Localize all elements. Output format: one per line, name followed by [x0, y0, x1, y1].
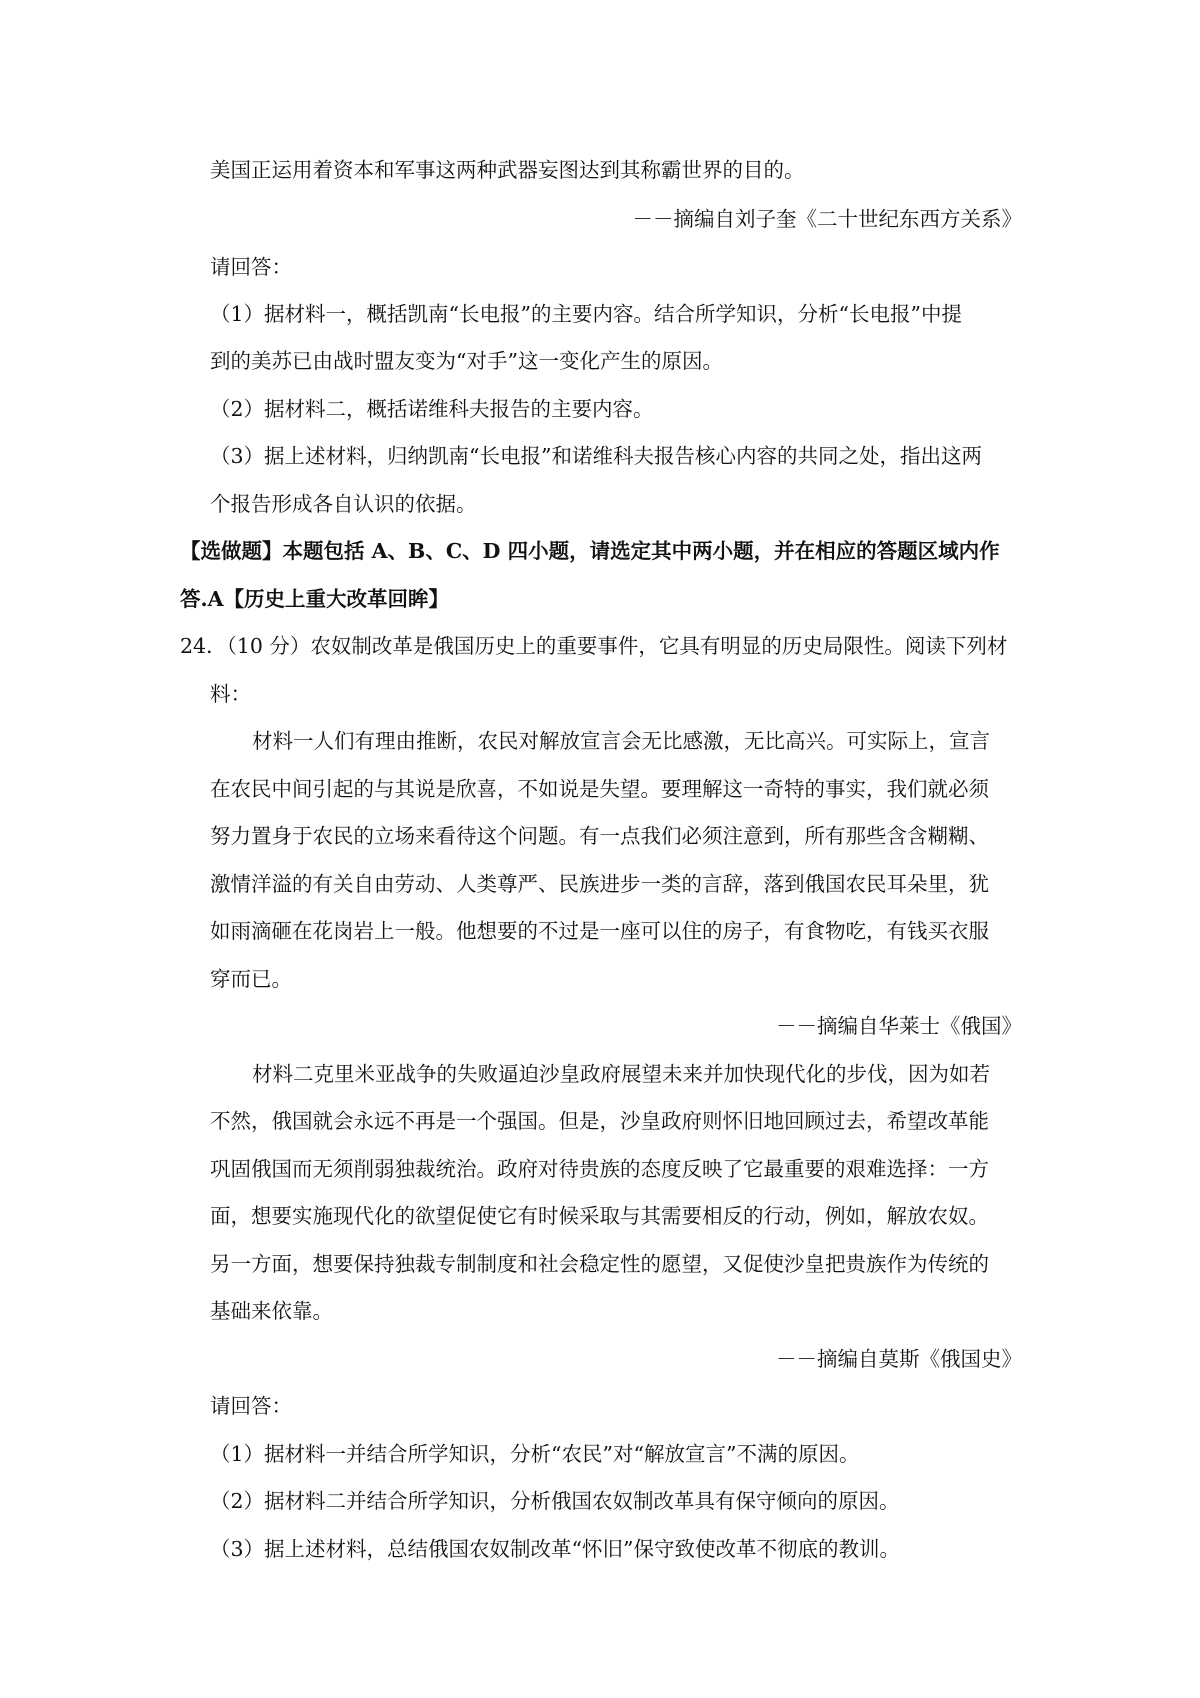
text-line: 料：	[210, 682, 251, 706]
text-line: 激情洋溢的有关自由劳动、人类尊严、民族进步一类的言辞，落到俄国农民耳朵里，犹	[210, 872, 989, 896]
text-line: 个报告形成各自认识的依据。	[210, 492, 477, 516]
citation: －－摘编自莫斯《俄国史》	[776, 1347, 1022, 1371]
question-2: （2）据材料二，概括诺维科夫报告的主要内容。	[210, 397, 654, 421]
question-1: （1）据材料一，概括凯南“长电报”的主要内容。结合所学知识，分析“长电报”中提	[210, 302, 962, 326]
text-line: 穿而已。	[210, 967, 292, 991]
text-line: 美国正运用着资本和军事这两种武器妄图达到其称霸世界的目的。	[210, 158, 805, 182]
section-heading: 【选做题】本题包括 A、B、C、D 四小题，请选定其中两小题，并在相应的答题区域内作	[180, 539, 1000, 563]
text-line: 请回答：	[210, 255, 292, 279]
text-line: 不然，俄国就会永远不再是一个强国。但是，沙皇政府则怀旧地回顾过去，希望改革能	[210, 1109, 989, 1133]
text-line: 请回答：	[210, 1394, 292, 1418]
text-line: 基础来依靠。	[210, 1299, 333, 1323]
citation: －－摘编自刘子奎《二十世纪东西方关系》	[632, 207, 1022, 231]
material-paragraph: 材料二克里米亚战争的失败逼迫沙皇政府展望未来并加快现代化的步伐，因为如若	[252, 1062, 990, 1086]
text-line: 如雨滴砸在花岗岩上一般。他想要的不过是一座可以住的房子，有食物吃，有钱买衣服	[210, 919, 989, 943]
text-line: 努力置身于农民的立场来看待这个问题。有一点我们必须注意到，所有那些含含糊糊、	[210, 824, 989, 848]
question-3: （3）据上述材料，总结俄国农奴制改革“怀旧”保守致使改革不彻底的教训。	[210, 1537, 901, 1561]
question-2: （2）据材料二并结合所学知识，分析俄国农奴制改革具有保守倾向的原因。	[210, 1489, 900, 1513]
question-1: （1）据材料一并结合所学知识，分析“农民”对“解放宣言”不满的原因。	[210, 1442, 860, 1466]
material-paragraph: 材料一人们有理由推断，农民对解放宣言会无比感激，无比高兴。可实际上，宣言	[252, 729, 990, 753]
question-3: （3）据上述材料，归纳凯南“长电报”和诺维科夫报告核心内容的共同之处，指出这两	[210, 444, 983, 468]
text-line: 巩固俄国而无须削弱独裁统治。政府对待贵族的态度反映了它最重要的艰难选择：一方	[210, 1157, 989, 1181]
text-line: 到的美苏已由战时盟友变为“对手”这一变化产生的原因。	[210, 349, 723, 373]
text-line: 另一方面，想要保持独裁专制制度和社会稳定性的愿望，又促使沙皇把贵族作为传统的	[210, 1252, 989, 1276]
text-line: 在农民中间引起的与其说是欣喜，不如说是失望。要理解这一奇特的事实，我们就必须	[210, 777, 989, 801]
question-24: 24．（10 分）农奴制改革是俄国历史上的重要事件，它具有明显的历史局限性。阅读下列材	[180, 634, 1008, 658]
text-line: 面，想要实施现代化的欲望促使它有时候采取与其需要相反的行动，例如，解放农奴。	[210, 1204, 989, 1228]
section-heading: 答.A【历史上重大改革回眸】	[180, 587, 450, 611]
citation: －－摘编自华莱士《俄国》	[776, 1014, 1022, 1038]
